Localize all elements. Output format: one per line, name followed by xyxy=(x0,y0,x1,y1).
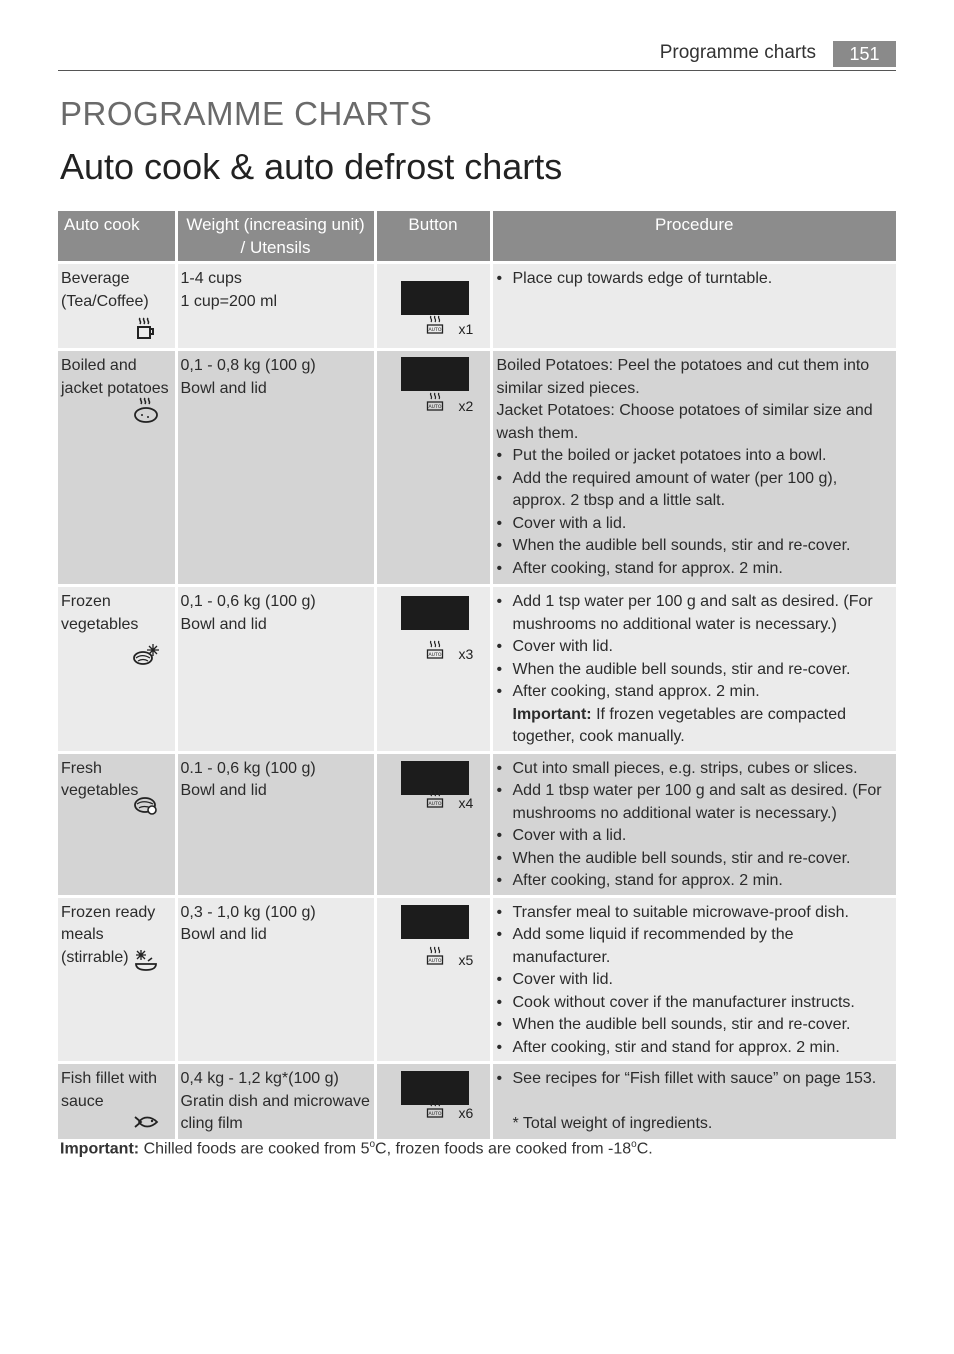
footer-degree-b: o xyxy=(631,1139,637,1150)
press-count: x3 xyxy=(458,646,474,662)
weight-cell xyxy=(176,350,375,586)
auto-cook-cell xyxy=(58,1063,176,1141)
footer-text-b: C, frozen foods are cooked from -18 xyxy=(375,1140,632,1158)
procedure-cell xyxy=(491,350,896,586)
auto-cook-icon xyxy=(426,640,444,660)
procedure-step: • After cooking, stand for approx. 2 min. xyxy=(497,558,893,581)
button-cell xyxy=(375,896,491,1063)
food-name: Fish fillet with sauce xyxy=(61,1070,158,1110)
procedure-step: • Cover with a lid. xyxy=(497,825,893,848)
button-cell xyxy=(375,752,491,896)
header-section-title: Programme charts xyxy=(659,42,816,63)
display-panel xyxy=(401,905,469,939)
utensils: Gratin dish and microwave cling film xyxy=(180,1092,370,1132)
food-name: Boiled and jacket potatoes xyxy=(61,357,169,397)
display-panel xyxy=(401,357,469,391)
important-label: Important: xyxy=(512,705,592,723)
svg-text:AUTO: AUTO xyxy=(428,328,441,334)
press-count: x6 xyxy=(458,1105,474,1121)
footer-important-label: Important: xyxy=(60,1140,140,1158)
procedure-step: • Add 1 tbsp water per 100 g and salt as desired. (For mushrooms no additional water is necessary.) xyxy=(497,780,893,825)
beverage-cup-icon xyxy=(133,316,159,342)
button-cell xyxy=(375,350,491,586)
auto-cook-icon xyxy=(426,315,444,335)
procedure-step: • After cooking, stir and stand for approx. 2 min. xyxy=(497,1037,893,1060)
food-name: Frozen ready meals (stirrable) xyxy=(61,903,156,966)
section-title: PROGRAMME CHARTS xyxy=(60,95,433,132)
utensils: Bowl and lid xyxy=(180,926,267,943)
button-cell xyxy=(375,1063,491,1141)
footer-degree-a: o xyxy=(369,1139,376,1150)
auto-cook-cell xyxy=(58,896,176,1063)
utensils: 1 cup=200 ml xyxy=(180,292,278,310)
procedure-step: • When the audible bell sounds, stir and re-cover. xyxy=(497,1014,893,1037)
svg-text:AUTO: AUTO xyxy=(428,1112,441,1118)
button-cell xyxy=(375,586,491,753)
table-row xyxy=(58,752,896,896)
procedure-step: • Cover with a lid. xyxy=(497,513,893,536)
procedure-intro: Jacket Potatoes: Choose potatoes of similar size and wash them. xyxy=(496,402,873,442)
footer-text-c: C. xyxy=(636,1140,653,1158)
procedure-step: • After cooking, stand for approx. 2 min. xyxy=(497,870,893,893)
footnote-spacer xyxy=(497,1091,893,1113)
auto-cook-cell xyxy=(58,350,176,586)
procedure-step: • Cover with lid. xyxy=(497,636,893,659)
column-header-procedure: Procedure xyxy=(491,211,896,263)
procedure-step: • Add 1 tsp water per 100 g and salt as desired. (For mushrooms no additional water is necessary.) xyxy=(497,591,893,636)
weight-range: 0.1 - 0,6 kg (100 g) xyxy=(180,759,316,777)
potato-icon xyxy=(133,397,159,423)
table-row xyxy=(58,1063,896,1141)
procedure-step: • Put the boiled or jacket potatoes into a bowl. xyxy=(497,445,893,468)
column-header-button: Button xyxy=(375,211,491,263)
procedure-cell xyxy=(491,1063,896,1141)
auto-cook-icon xyxy=(426,946,444,966)
utensils: Bowl and lid xyxy=(180,379,267,397)
auto-cook-icon xyxy=(426,392,444,412)
procedure-step: • Cook without cover if the manufacturer instructs. xyxy=(497,992,893,1015)
page-number: 151 xyxy=(833,41,896,67)
weight-range: 0,3 - 1,0 kg (100 g) xyxy=(180,903,316,921)
auto-cook-cell xyxy=(58,263,176,350)
table-row xyxy=(58,586,896,753)
frozen-vegetables-icon xyxy=(133,642,159,668)
auto-cook-icon xyxy=(426,1099,444,1119)
procedure-step: • When the audible bell sounds, stir and re-cover. xyxy=(497,659,893,682)
food-name: Fresh vegetables xyxy=(61,759,139,799)
press-count: x2 xyxy=(458,398,474,414)
procedure-step: • Add some liquid if recommended by the manufacturer. xyxy=(497,924,893,969)
auto-cook-icon xyxy=(426,789,444,809)
display-panel xyxy=(401,596,469,630)
weight-cell xyxy=(176,896,375,1063)
column-header-weight: Weight (increasing unit) / Utensils xyxy=(176,211,375,263)
weight-range: 0,4 kg - 1,2 kg*(100 g) xyxy=(180,1070,339,1087)
table-row xyxy=(58,263,896,350)
weight-range: 0,1 - 0,6 kg (100 g) xyxy=(180,593,316,610)
food-name: Frozen vegetables xyxy=(61,593,139,633)
procedure-step: • Cover with lid. xyxy=(497,969,893,992)
column-header-auto-cook: Auto cook xyxy=(58,211,176,263)
weight-cell xyxy=(176,1063,375,1141)
procedure-step: • When the audible bell sounds, stir and re-cover. xyxy=(497,848,893,871)
weight-cell xyxy=(176,752,375,896)
auto-cook-cell xyxy=(58,586,176,753)
svg-text:AUTO: AUTO xyxy=(428,405,441,411)
procedure-step: • Add the required amount of water (per 100 g), approx. 2 tbsp and a little salt. xyxy=(497,468,893,513)
utensils: Bowl and lid xyxy=(180,782,267,799)
svg-text:AUTO: AUTO xyxy=(428,653,441,659)
important-note xyxy=(497,704,893,749)
svg-text:AUTO: AUTO xyxy=(428,801,441,807)
press-count: x4 xyxy=(458,794,474,811)
food-name: Beverage (Tea/Coffee) xyxy=(61,270,149,310)
procedure-intro: Boiled Potatoes: Peel the potatoes and cut them into similar sized pieces. xyxy=(496,357,870,397)
footer-text-a: Chilled foods are cooked from 5 xyxy=(143,1140,370,1158)
utensils: Bowl and lid xyxy=(180,615,267,633)
frozen-meal-icon xyxy=(133,948,159,974)
procedure-step: • See recipes for “Fish fillet with sauce” on page 153. xyxy=(497,1068,893,1091)
table-row xyxy=(58,896,896,1063)
procedure-cell xyxy=(491,896,896,1063)
weight-cell xyxy=(176,263,375,350)
press-count: x5 xyxy=(458,951,474,968)
page-header xyxy=(58,40,896,71)
fresh-vegetables-icon xyxy=(133,791,159,817)
procedure-step: • When the audible bell sounds, stir and re-cover. xyxy=(497,535,893,558)
table-row xyxy=(58,350,896,586)
display-panel xyxy=(401,281,469,315)
programme-chart-table xyxy=(58,211,896,1142)
procedure-step: • After cooking, stand approx. 2 min. xyxy=(497,681,893,704)
footer-important-note xyxy=(60,1139,653,1158)
weight-range: 1-4 cups xyxy=(180,270,242,287)
procedure-cell xyxy=(491,586,896,753)
procedure-step: • Place cup towards edge of turntable. xyxy=(497,268,893,291)
fish-icon xyxy=(133,1109,159,1135)
procedure-step: • Cut into small pieces, e.g. strips, cubes or slices. xyxy=(497,758,893,781)
procedure-cell xyxy=(491,752,896,896)
table-header-row xyxy=(58,211,896,263)
button-cell xyxy=(375,263,491,350)
weight-range: 0,1 - 0,8 kg (100 g) xyxy=(180,357,316,374)
weight-footnote: * Total weight of ingredients. xyxy=(512,1114,713,1132)
procedure-step: • Transfer meal to suitable microwave-proof dish. xyxy=(497,902,893,925)
auto-cook-cell xyxy=(58,752,176,896)
page-title: Auto cook & auto defrost charts xyxy=(60,146,563,187)
svg-text:AUTO: AUTO xyxy=(428,958,441,964)
weight-cell xyxy=(176,586,375,753)
important-text: If frozen vegetables are compacted together, cook manually. xyxy=(512,705,846,745)
press-count: x1 xyxy=(458,321,474,337)
procedure-cell xyxy=(491,263,896,350)
